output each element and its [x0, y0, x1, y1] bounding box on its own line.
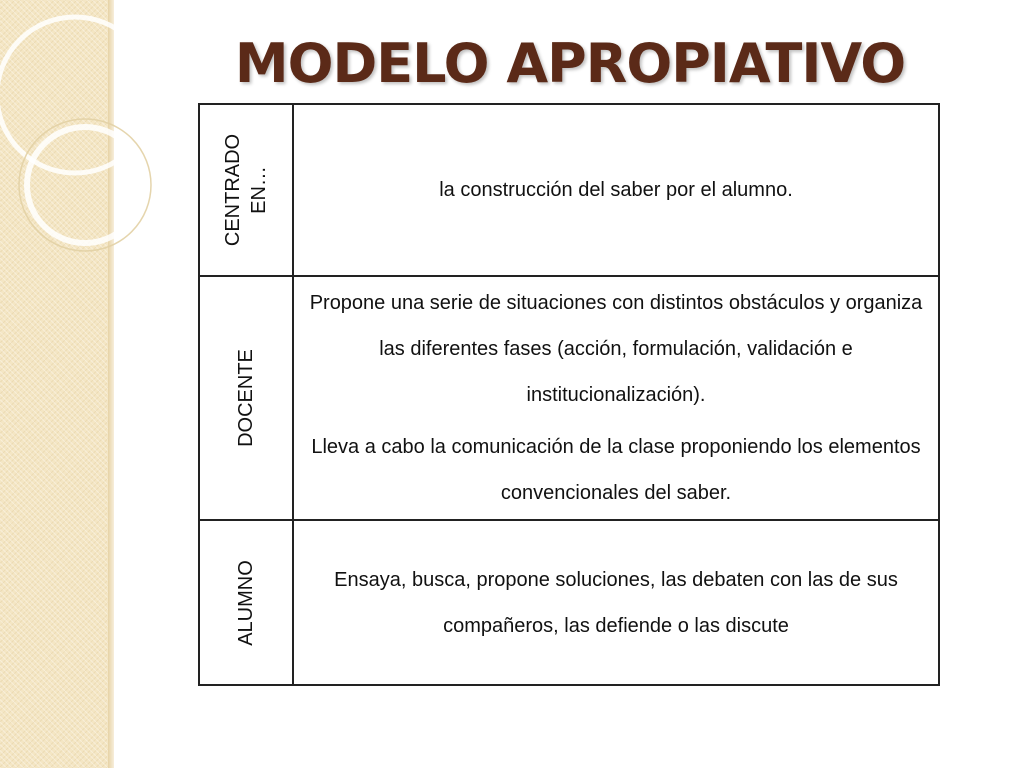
row-content-cell-alumno: [294, 521, 938, 684]
row-paragraph: la construcción del saber por el alumno.: [439, 179, 793, 201]
row-paragraph: Ensaya, busca, propone soluciones, las debaten con las de sus compañeros, las defiende o las discute: [334, 568, 898, 637]
row-label-line: DOCENTE: [235, 349, 258, 447]
row-label-line: CENTRADO: [222, 133, 245, 247]
row-paragraph: Propone una serie de situaciones con distintos obstáculos y organiza las diferentes fases (acción, formulación, validación e institucionalización).: [309, 292, 923, 406]
row-content-alumno: [294, 557, 938, 649]
row-content-centrado: [429, 167, 803, 213]
decorative-rings: [0, 0, 160, 300]
decorative-ring-medium: [27, 127, 143, 243]
row-paragraph: Lleva a cabo la comunicación de la clase proponiendo los elementos convencionales del saber.: [311, 436, 921, 504]
row-content-cell-centrado: [294, 105, 938, 277]
row-label-line: ALUMNO: [234, 559, 257, 646]
row-label-line: EN…: [248, 166, 271, 214]
row-content-cell-docente: [294, 277, 938, 521]
row-label-cell-centrado: [200, 105, 294, 277]
comparison-table: [198, 103, 940, 686]
row-content-docente: [294, 280, 938, 516]
decorative-ring-outline: [19, 119, 151, 251]
row-label-alumno: [233, 560, 259, 646]
row-label-cell-docente: [200, 277, 294, 521]
slide-title: MODELO APROPIATIVO: [234, 32, 906, 95]
row-label-centrado: [220, 134, 272, 246]
row-label-cell-alumno: [200, 521, 294, 684]
row-label-docente: [233, 349, 259, 447]
